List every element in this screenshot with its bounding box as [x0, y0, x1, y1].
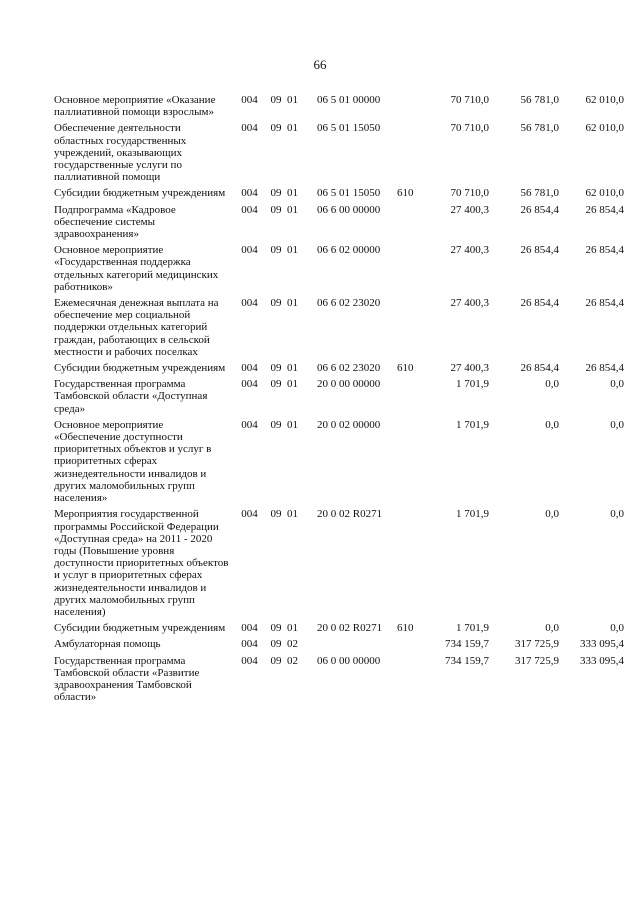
row-expense-type: 610: [397, 362, 414, 375]
budget-table: [54, 90, 624, 703]
row-subsection-code: 01: [287, 378, 298, 391]
row-section-code: 09: [270, 418, 282, 431]
row-expense-type: [397, 200, 423, 241]
row-grbs-code: 004: [241, 654, 258, 667]
row-name: Государственная программа Тамбовской области «Доступная среда»: [54, 378, 208, 415]
row-grbs-code: 004: [241, 187, 258, 200]
table-row: [54, 118, 624, 183]
row-name: Основное мероприятие «Государственная поддержка отдельных категорий медицинских работников»: [54, 244, 219, 293]
row-name: Подпрограмма «Кадровое обеспечение системы здравоохранения»: [54, 203, 176, 241]
row-section-code: 09: [270, 203, 282, 216]
row-expense-type: 610: [397, 622, 414, 635]
row-subsection-code: 01: [287, 418, 298, 431]
row-section-code: 09: [270, 508, 282, 521]
row-section-code: 09: [270, 622, 282, 635]
table-row: [54, 374, 624, 415]
row-section-code: 09: [270, 94, 282, 106]
table-row: [54, 618, 624, 634]
table-row: [54, 358, 624, 374]
row-section-code: 09: [270, 297, 282, 310]
row-amount-year2: 317 725,9: [515, 654, 559, 667]
row-amount-year3: 0,0: [610, 378, 624, 391]
row-subsection-code: 01: [287, 94, 298, 106]
row-name: Ежемесячная денежная выплата на обеспечение мер социальной поддержки отдельных категорий граждан, работающих в сельской местности и рабочих поселках: [54, 297, 219, 358]
row-amount-year2: 0,0: [545, 622, 559, 635]
row-amount-year3: 26 854,4: [585, 297, 624, 310]
row-amount-year2: 0,0: [545, 508, 559, 521]
row-grbs-code: 004: [241, 244, 258, 257]
row-amount-year1: 734 159,7: [445, 654, 489, 667]
row-target-article: 06 5 01 00000: [317, 94, 381, 106]
row-grbs-code: 004: [241, 378, 258, 391]
row-target-article: 20 0 02 00000: [317, 418, 381, 431]
row-grbs-code: 004: [241, 638, 258, 651]
row-target-article: 06 6 02 00000: [317, 244, 381, 257]
row-amount-year1: 1 701,9: [456, 378, 489, 391]
table-row: [54, 504, 624, 618]
row-target-article: 06 6 00 00000: [317, 203, 381, 216]
table-row: [54, 293, 624, 358]
row-section-code: 09: [270, 378, 282, 391]
row-target-article: 06 5 01 15050: [317, 122, 381, 135]
row-expense-type: 610: [397, 187, 414, 200]
row-amount-year3: 333 095,4: [580, 638, 624, 651]
row-amount-year3: 26 854,4: [585, 362, 624, 375]
row-subsection-code: 01: [287, 362, 298, 375]
row-amount-year1: 734 159,7: [445, 638, 489, 651]
row-name: Обеспечение деятельности областных государственных учреждений, оказывающих государственные услуги по паллиативной помощи: [54, 122, 187, 184]
row-amount-year1: 1 701,9: [456, 508, 489, 521]
row-amount-year1: 1 701,9: [456, 622, 489, 635]
row-amount-year3: 26 854,4: [585, 244, 624, 257]
table-row: [54, 200, 624, 241]
row-subsection-code: 01: [287, 203, 298, 216]
row-grbs-code: 004: [241, 362, 258, 375]
row-expense-type: [397, 504, 423, 618]
row-subsection-code: 01: [287, 244, 298, 257]
row-amount-year2: 0,0: [545, 378, 559, 391]
row-target-article: 06 6 02 23020: [317, 297, 381, 310]
row-amount-year2: 56 781,0: [520, 122, 559, 135]
table-body: [54, 90, 624, 703]
row-amount-year1: 70 710,0: [450, 122, 489, 135]
row-amount-year2: 0,0: [545, 418, 559, 431]
row-target-article: 06 5 01 15050: [317, 187, 381, 200]
row-grbs-code: 004: [241, 203, 258, 216]
row-amount-year3: 26 854,4: [585, 203, 624, 216]
row-grbs-code: 004: [241, 508, 258, 521]
page-number: 66: [313, 57, 327, 72]
row-target-article: 20 0 02 R0271: [317, 622, 383, 635]
row-amount-year3: 0,0: [610, 622, 624, 635]
row-target-article: [311, 634, 397, 650]
row-amount-year3: 62 010,0: [585, 187, 624, 200]
row-amount-year2: 26 854,4: [520, 244, 559, 257]
row-amount-year1: 70 710,0: [450, 187, 489, 200]
row-expense-type: [397, 90, 423, 118]
row-subsection-code: 01: [287, 187, 298, 200]
row-amount-year1: 27 400,3: [450, 297, 489, 310]
row-name: Амбулаторная помощь: [54, 638, 161, 651]
table-row: [54, 240, 624, 293]
row-subsection-code: 01: [287, 622, 298, 635]
row-amount-year3: 0,0: [610, 508, 624, 521]
table-row: [54, 183, 624, 199]
row-grbs-code: 004: [241, 122, 258, 135]
row-expense-type: [397, 374, 423, 415]
row-subsection-code: 01: [287, 297, 298, 310]
row-section-code: 09: [270, 362, 282, 375]
row-subsection-code: 01: [287, 508, 298, 521]
row-name: Основное мероприятие «Оказание паллиативной помощи взрослым»: [54, 94, 216, 119]
row-amount-year1: 27 400,3: [450, 244, 489, 257]
row-amount-year2: 26 854,4: [520, 297, 559, 310]
table-row: [54, 415, 624, 504]
row-name: Субсидии бюджетным учреждениям: [54, 622, 226, 635]
row-amount-year2: 317 725,9: [515, 638, 559, 651]
row-amount-year3: 333 095,4: [580, 654, 624, 667]
row-subsection-code: 02: [287, 638, 298, 651]
row-target-article: 20 0 00 00000: [317, 378, 381, 391]
row-target-article: 06 0 00 00000: [317, 654, 381, 667]
row-amount-year1: 27 400,3: [450, 362, 489, 375]
table-row: [54, 651, 624, 704]
row-amount-year2: 56 781,0: [520, 187, 559, 200]
row-amount-year3: 62 010,0: [585, 122, 624, 135]
row-name: Государственная программа Тамбовской области «Развитие здравоохранения Тамбовской области»: [54, 654, 200, 704]
row-subsection-code: 01: [287, 122, 298, 135]
row-amount-year2: 56 781,0: [520, 94, 559, 106]
row-section-code: 09: [270, 122, 282, 135]
row-grbs-code: 004: [241, 418, 258, 431]
row-name: Основное мероприятие «Обеспечение доступности приоритетных объектов и услуг в приоритетных сферах жизнедеятельности инвалидов и других маломобильных групп населения»: [54, 418, 212, 505]
table-row: [54, 90, 624, 118]
row-target-article: 06 6 02 23020: [317, 362, 381, 375]
row-amount-year1: 70 710,0: [450, 94, 489, 106]
row-expense-type: [397, 293, 423, 358]
row-amount-year2: 26 854,4: [520, 362, 559, 375]
row-name: Субсидии бюджетным учреждениям: [54, 362, 226, 375]
row-expense-type: [397, 415, 423, 504]
row-amount-year3: 62 010,0: [585, 94, 624, 106]
row-subsection-code: 02: [287, 654, 298, 667]
row-section-code: 09: [270, 638, 282, 651]
row-target-article: 20 0 02 R0271: [317, 508, 383, 521]
table-row: [54, 634, 624, 650]
row-grbs-code: 004: [241, 94, 258, 106]
row-expense-type: [397, 651, 423, 704]
row-amount-year1: 27 400,3: [450, 203, 489, 216]
row-expense-type: [397, 118, 423, 183]
row-section-code: 09: [270, 244, 282, 257]
row-grbs-code: 004: [241, 622, 258, 635]
row-expense-type: [397, 240, 423, 293]
row-section-code: 09: [270, 654, 282, 667]
row-section-code: 09: [270, 187, 282, 200]
row-grbs-code: 004: [241, 297, 258, 310]
row-amount-year1: 1 701,9: [456, 418, 489, 431]
row-name: Мероприятия государственной программы Российской Федерации «Доступная среда» на 2011 - 2020 годы (Повышение уровня доступности приоритетных объектов и услуг в приоритетных сферах жизнедеятельности инвалидов и других маломобильных групп населения): [54, 508, 229, 618]
row-amount-year3: 0,0: [610, 418, 624, 431]
row-name: Субсидии бюджетным учреждениям: [54, 187, 226, 200]
row-amount-year2: 26 854,4: [520, 203, 559, 216]
row-expense-type: [397, 634, 423, 650]
